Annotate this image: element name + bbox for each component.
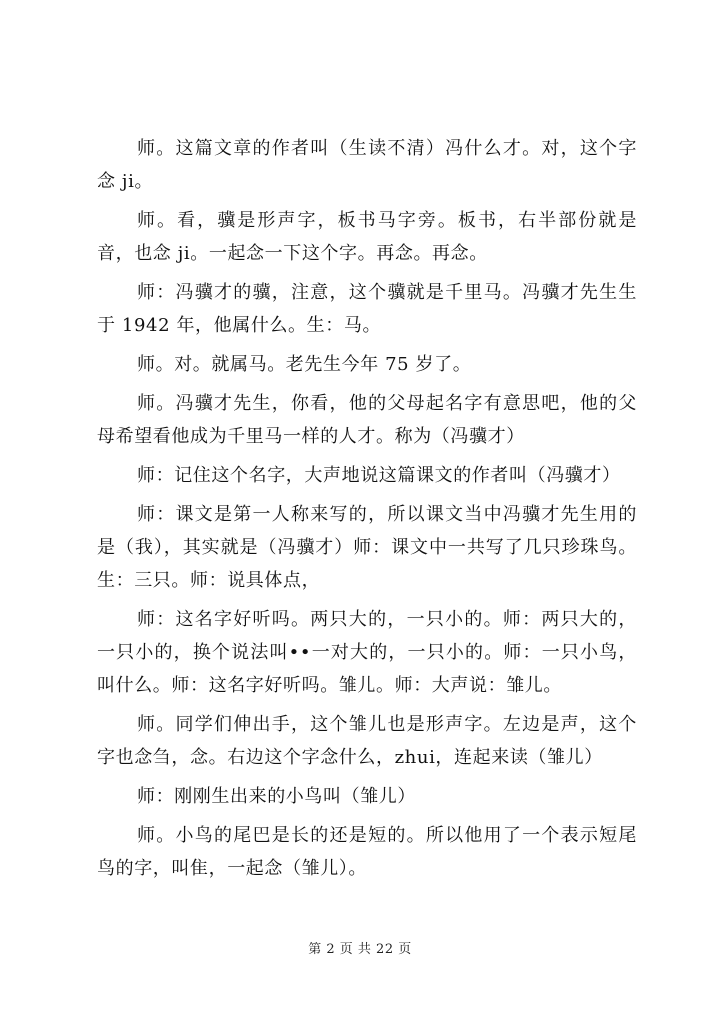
paragraph: 师：记住这个名字，大声地说这篇课文的作者叫（冯骥才）: [137, 465, 621, 486]
paragraph: 师。这篇文章的作者叫（生读不清）冯什么才。对，这个字念 ji。: [97, 138, 637, 192]
paragraph: 师。冯骥才先生，你看，他的父母起名字有意思吧，他的父母希望看他成为千里马一样的人才。称为（冯骥才）: [97, 393, 637, 447]
paragraph: 师。同学们伸出手，这个雏儿也是形声字。左边是声，这个字也念刍，念。右边这个字念什么，zhui，连起来读（雏儿）: [97, 714, 637, 768]
paragraph: 师：课文是第一人称来写的，所以课文当中冯骥才先生用的是（我），其实就是（冯骥才）师：课文中一共写了几只珍珠鸟。生：三只。师：说具体点，: [97, 504, 637, 591]
paragraph: 师：这名字好听吗。两只大的，一只小的。师：两只大的，一只小的，换个说法叫••一对大的，一只小的。师：一只小鸟，叫什么。师：这名字好听吗。雏儿。师：大声说：雏儿。: [97, 609, 637, 696]
paragraph: 师。看，骥是形声字，板书马字旁。板书，右半部份就是音，也念 ji。一起念一下这个字。再念。再念。: [97, 210, 637, 264]
paragraph: 师。对。就属马。老先生今年 75 岁了。: [137, 354, 472, 375]
page-number-footer: 第 2 页 共 22 页: [308, 942, 412, 957]
document-body: [97, 132, 637, 891]
paragraph: 师：刚刚生出来的小鸟叫（雏儿）: [137, 786, 416, 807]
paragraph: 师。小鸟的尾巴是长的还是短的。所以他用了一个表示短尾鸟的字，叫隹，一起念（雏儿）。: [97, 825, 637, 879]
paragraph: 师：冯骥才的骥，注意，这个骥就是千里马。冯骥才先生生于 1942 年，他属什么。生：马。: [97, 282, 637, 336]
